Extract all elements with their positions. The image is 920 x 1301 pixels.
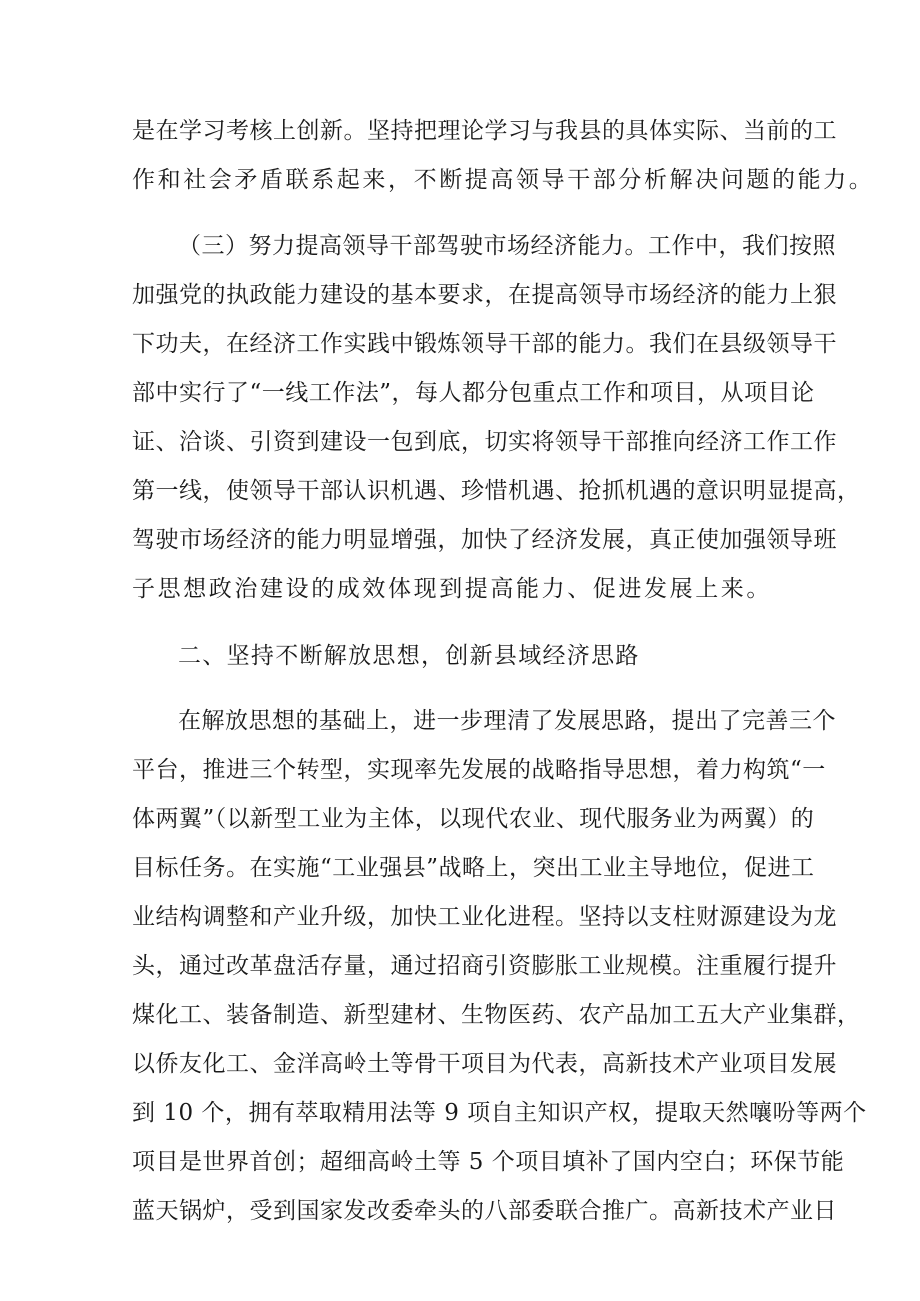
p2-line-6: 第一线，使领导干部认识机遇、珍惜机遇、抢抓机遇的意识明显提高， bbox=[132, 478, 861, 504]
p3-line-9: 到 10 个，拥有萃取精用法等 9 项自主知识产权，提取天然嚷吩等两个 bbox=[132, 1100, 867, 1126]
p3-line-10: 项目是世界首创；超细高岭土等 5 个项目填补了国内空白；环保节能 bbox=[132, 1149, 845, 1175]
p1-line-2: 作和社会矛盾联系起来，不断提高领导干部分析解决问题的能力。 bbox=[132, 167, 875, 193]
p3-line-6: 头，通过改革盘活存量，通过招商引资膨胀工业规模。注重履行提升 bbox=[132, 953, 837, 979]
section-heading: 二、坚持不断解放思想，创新县域经济思路 bbox=[178, 643, 640, 669]
p3-line-2: 平台，推进三个转型，实现率先发展的战略指导思想，着力构筑“一 bbox=[132, 757, 826, 783]
p3-line-11: 蓝天锅炉，受到国家发改委牵头的八部委联合推广。高新技术产业日 bbox=[132, 1198, 837, 1224]
p2-line-8: 子思想政治建设的成效体现到提高能力、促进发展上来。 bbox=[132, 576, 772, 602]
p3-line-3: 体两翼”（以新型工业为主体，以现代农业、现代服务业为两翼）的 bbox=[132, 806, 815, 832]
p2-line-4: 部中实行了“一线工作法”，每人都分包重点工作和项目，从项目论 bbox=[132, 380, 815, 406]
p3-line-8: 以侨友化工、金洋高岭土等骨干项目为代表，高新技术产业项目发展 bbox=[132, 1051, 837, 1077]
p2-line-7: 驾驶市场经济的能力明显增强，加快了经济发展，真正使加强领导班 bbox=[132, 527, 837, 553]
p2-line-1: （三）努力提高领导干部驾驶市场经济能力。工作中，我们按照 bbox=[178, 233, 836, 259]
p2-line-5: 证、洽谈、引资到建设一包到底，切实将领导干部推向经济工作工作 bbox=[132, 429, 837, 455]
p3-line-4: 目标任务。在实施“工业强县”战略上，突出工业主导地位，促进工 bbox=[132, 855, 815, 881]
p3-line-7: 煤化工、装备制造、新型建材、生物医药、农产品加工五大产业集群， bbox=[132, 1002, 861, 1028]
p2-line-2: 加强党的执政能力建设的基本要求，在提高领导市场经济的能力上狠 bbox=[132, 282, 837, 308]
p3-line-1: 在解放思想的基础上，进一步理清了发展思路，提出了完善三个 bbox=[178, 708, 836, 734]
p3-line-5: 业结构调整和产业升级，加快工业化进程。坚持以支柱财源建设为龙 bbox=[132, 904, 837, 930]
p1-line-1: 是在学习考核上创新。坚持把理论学习与我县的具体实际、当前的工 bbox=[132, 118, 837, 144]
p2-line-3: 下功夫，在经济工作实践中锻炼领导干部的能力。我们在县级领导干 bbox=[132, 331, 837, 357]
